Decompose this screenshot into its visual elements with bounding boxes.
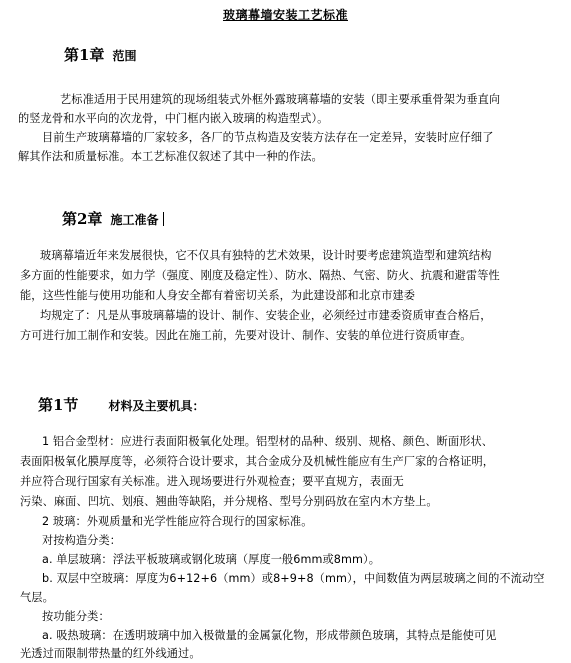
section1-line-2: 表面阳极氧化膜厚度等，必须符合设计要求，其合金成分及机械性能应有生产厂家的合格证明，: [20, 455, 495, 468]
section1-heading: [38, 394, 204, 415]
section1-title: 材料及主要机具：: [108, 399, 205, 413]
chapter2-line-3: 能，这些性能与使用功能和人身安全都有着密切关系，为此建设部和北京市建委: [20, 289, 416, 302]
chapter1-title: 范围: [112, 49, 137, 63]
chapter1-line-2: 的竖龙骨和水平向的次龙骨，中门框内嵌入玻璃的构造型式）。: [18, 112, 329, 125]
section1-line-3: 并应符合现行国家有关标准。进入现场要进行外观检查；要平直规方，表面无: [20, 475, 404, 488]
section1-line-8: b. 双层中空玻璃：厚度为6+12+6（mm）或8+9+8（mm），中间数值为两层玻璃之间的不流动空: [42, 572, 545, 585]
section1-line-5: 2 玻璃：外观质量和光学性能应符合现行的国家标准。: [42, 515, 313, 528]
document-title: 玻璃幕墙安装工艺标准: [222, 8, 348, 22]
section1-line-9: 气层。: [20, 591, 54, 604]
chapter1-line-1: 艺标准适用于民用建筑的现场组装式外框外露玻璃幕墙的安装（即主要承重骨架为垂直向: [60, 93, 501, 106]
section1-line-4: 污染、麻面、凹坑、划痕、翘曲等缺陷，并分规格、型号分别码放在室内木方垫上。: [20, 495, 438, 508]
text-cursor: [163, 212, 164, 226]
chapter2-number: 第2章: [62, 210, 103, 228]
section1-line-7: a. 单层玻璃：浮法平板玻璃或钢化玻璃（厚度一般6mm或8mm）。: [42, 553, 380, 566]
chapter2-line-2: 多方面的性能要求，如力学（强度、刚度及稳定性）、防水、隔热、气密、防火、抗震和避雷等性: [20, 269, 500, 282]
chapter1-line-4: 解其作法和质量标准。本工艺标准仅叙述了其中一种的作法。: [18, 150, 323, 163]
chapter2-line-5: 方可进行加工制作和安装。因此在施工前，先要对设计、制作、安装的单位进行资质审查。: [20, 329, 472, 342]
chapter2-title: 施工准备: [110, 213, 159, 227]
section1-line-6: 对按构造分类：: [42, 534, 122, 547]
chapter1-number: 第1章: [64, 46, 105, 64]
section1-line-1: 1 铝合金型材：应进行表面阳极氧化处理。铝型材的品种、级别、规格、颜色、断面形状、: [42, 435, 494, 448]
section1-number: 第1节: [38, 396, 79, 414]
chapter2-line-4: 均规定了：凡是从事玻璃幕墙的设计、制作、安装企业，必须经过市建委资质审查合格后，: [40, 309, 492, 322]
section1-line-12: 光透过而限制带热量的红外线通过。: [20, 647, 201, 660]
chapter2-line-1: 玻璃幕墙近年来发展很快，它不仅具有独特的艺术效果，设计时要考虑建筑造型和建筑结构: [40, 249, 492, 262]
chapter1-heading: [64, 44, 136, 65]
chapter2-heading: [62, 208, 164, 229]
section1-line-11: a. 吸热玻璃：在透明玻璃中加入极微量的金属氯化物，形成带颜色玻璃，其特点是能使可见: [42, 629, 497, 642]
section1-line-10: 按功能分类：: [42, 610, 110, 623]
chapter1-line-3: 目前生产玻璃幕墙的厂家较多，各厂的节点构造及安装方法存在一定差异，安装时应仔细了: [42, 131, 494, 144]
